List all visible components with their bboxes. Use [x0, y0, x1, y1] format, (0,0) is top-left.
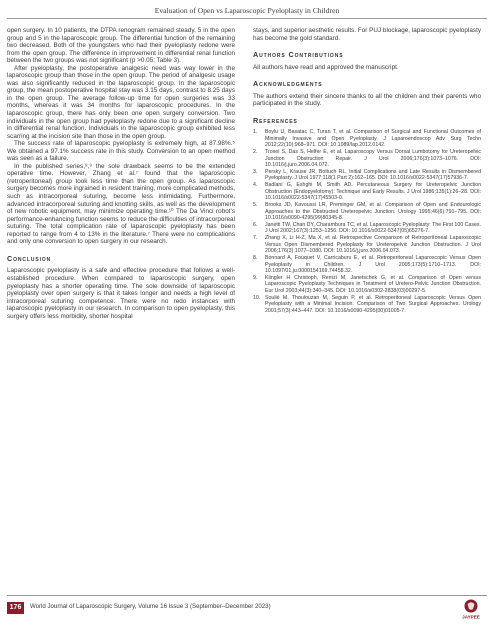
reference-text: Janetti TW, Chan DY, Charambura TC, et al. Laparoscopic Pyeloplasty: The First 100 Cases. J Urol 2002;167(3):1253–1256. DOI: 10.1016/s0022-5347(05)65276-7. [265, 222, 481, 235]
reference-text: Klingler H Christoph, Remzi M, Janetschek G, et al. Comparison of Open versus Laparoscopic Pyeloplasty Techniques in Treatment of Uretero-Pelvic Junction Obstruction. Eur Urol 2003;44(3):340–345. DOI: 10.1016/s0302-2838(03)00297-5. [265, 275, 481, 294]
journal-citation: World Journal of Laparoscopic Surgery, Volume 16 Issue 3 (September–December 2023) [30, 603, 271, 610]
reference-list [253, 129, 481, 314]
reference-number: 5. [253, 202, 258, 209]
reference-item [253, 169, 481, 182]
reference-item [253, 129, 481, 148]
author-contributions-heading: Authors Contributions [253, 50, 344, 60]
footer-divider [7, 595, 487, 596]
reference-text: Troxel S, Das S, Helfer E, et al. Laparoscopy Versus Dorsal Lumbotomy for Ureteropelvic Junction Obstruction Repair. J Urol 2006;176(3):1073–1076. DOI: 10.1016/j.juro.2006.04.072. [265, 149, 481, 168]
reference-item [253, 255, 481, 274]
body-paragraph: open surgery. In 10 patients, the DTPA renogram remained steady, 5 in the open group and 5 in the laparoscopic group. The differential function of the remaining two decreased. Both of the youngsters who had their pyeloplasty redone were from the open group. The difference in improvement in differential renal function between the two groups was not significant (p >0.05; Table 3). [7, 27, 235, 65]
reference-text: Zhang X, Li H-Z, Ma X, et al. Retrospective Comparison of Retroperitoneal Laparoscopic Versus Open Dismembered Pyeloplasty for Ureteropelvic Junction Obstruction. J Urol 2006;176(3):1077–1080. DOI: 10.1016/j.juro.2006.04.073. [265, 235, 481, 255]
reference-item [253, 295, 481, 314]
svg-text:JAYPEE: JAYPEE [462, 614, 480, 620]
reference-number: 1. [253, 129, 258, 136]
jaypee-logo-icon [455, 598, 487, 620]
conclusion-text: Laparoscopic pyeloplasty is a safe and effective procedure that follows a well-established procedure. When compared to laparoscopic surgery, open pyeloplasty has a shorter operating time. The sole downside of laparoscopic pyeloplasty over open surgery is that it takes longer and needs a high level of intracorporeal suturing competence. There were no redo instances with laparoscopic pyeloplasty in our research. In comparison to open pyeloplasty, this surgery offers less morbidity, shorter hospital [7, 267, 235, 320]
reference-text: Brooks JD, Kavoussi LR, Preminger GM, et al. Comparison of Open and Endourologic Approaches to the Obstructed Ureteropelvic Junction. Urology 1995;46(6):791–795. DOI: 10.1016/s0090-4295(99)80345-8. [265, 202, 481, 222]
reference-number: 7. [253, 235, 258, 242]
reference-item [253, 275, 481, 294]
reference-number: 8. [253, 255, 258, 262]
reference-number: 3. [253, 169, 258, 175]
acknowledgments-heading: Acknowledgments [253, 79, 323, 89]
reference-item [253, 222, 481, 235]
reference-number: 2. [253, 149, 258, 156]
acknowledgments-text: The authors extend their sincere thanks to all the children and their parents who participated in the study. [253, 92, 481, 108]
conclusion-heading: Conclusion [7, 253, 52, 263]
reference-item [253, 202, 481, 221]
reference-item [253, 182, 481, 201]
running-head: Evaluation of Open vs Laparoscopic Pyeloplasty in Children [154, 6, 340, 15]
reference-text: Badlani G, Eshghi M, Smith AD. Percutaneous Surgery for Ureteropelvic Junction Obstruction (Endopyelotomy): Technique and Early Results. J Urol 1986;135(1):26–28. DOI: 10.1016/s0022-5347(17)45503-0. [265, 182, 481, 202]
reference-text: Boylu U, Basatac C, Turan T, et al. Comparison of Surgical and Functional Outcomes of Minimally Invasive and Open Pyeloplasty. J Laparoendoscop Adv Surg Techn 2012;22(10):968–971. DOI: 10.1089/lap.2012.0142. [265, 129, 481, 149]
reference-number: 6. [253, 222, 258, 229]
left-column [7, 27, 235, 320]
reference-text: Bonnard A, Fouquet V, Carricaburu E, et al. Retroperitoneal Laparoscopic Versus Open Pyeloplasty in Children. J Urol 2005;173(5):1710–1713. DOI: 10.1097/01.ju.0000154169.74458.32. [265, 255, 481, 275]
reference-text: Persky L, Krause JR, Boltuch RL. Initial Complications and Late Results in Dismembered Pyeloplasty. J Urol 1977;118(1 Part 2):162–165. DOI: 10.1016/s0022-5347(17)57936-7. [265, 169, 481, 182]
reference-item [253, 149, 481, 168]
body-paragraph: The success rate of laparoscopic pyeloplasty is extremely high, at 87.98%.⁵ We obtained a 97.1% success rate in this study. Conversion to an open method was seen as a failure. [7, 140, 235, 163]
reference-item [253, 235, 481, 254]
references-heading: References [253, 115, 298, 125]
reference-number: 4. [253, 182, 258, 189]
reference-number: 10. [253, 294, 261, 301]
page-number: 176 [7, 602, 24, 614]
reference-number: 9. [253, 275, 258, 282]
right-column [253, 27, 481, 315]
body-paragraph: In the published series,⁸,⁹ the sole drawback seems to be the extended operative time. However, Zhang et al.⁷ found that the laparoscopic (retroperitoneal) group took less time than the open group. As laparoscopic surgery becomes more ingrained in resident training, more complicated methods, such as intracorporeal suturing, become less intimidating. Furthermore, advanced intracorporeal suturing and knotting skills, as well as the development of new robotic equipment, may minimize operating time.¹⁰ The Da Vinci robot’s performance-enhancing function seems to reduce the difficulties of intracorporeal suturing. The total complication rate of laparoscopic pyeloplasty has been reported to range from 4 to 13% in the literature.⁷ There were no complications and only one conversion to open surgery in our research. [7, 162, 235, 246]
header-divider [7, 18, 487, 19]
reference-text: Soulié M, Thoulouzan M, Seguin P, et al. Retroperitoneal Laparoscopic Versus Open Pyeloplasty with a Minimal Incision: Comparison of Two Surgical Approaches. Urology 2001;57(3):443–447. DOI: 10.1016/s0090-4295(00)01005-7. [265, 294, 481, 314]
author-contributions-text: All authors have read and approved the manuscript. [253, 63, 399, 71]
body-paragraph: stays, and superior aesthetic results. For PUJ blockage, laparoscopic pyeloplasty has become the gold standard. [253, 27, 481, 42]
body-paragraph: After pyeloplasty, the postoperative analgesic need was way lower in the laparoscopic group than those in the open group. The period of analgesic usage was also significantly reduced in the laparoscopic group. In the laparoscopic group, the mean postoperative hospital stay was 3.15 days, contrast to 8.25 days in the open group. The average follow-up time for open surgeries was 33 months, whereas it was 34 months for laparoscopic procedures. In the laparoscopic group, there has only been one open surgery conversion. Two individuals in the open group had pyeloplasty redone due to a significant decline in differential renal function. Individuals in the laparoscopic group exhibited less scarring at the incision site than those in the open group. [7, 64, 235, 140]
